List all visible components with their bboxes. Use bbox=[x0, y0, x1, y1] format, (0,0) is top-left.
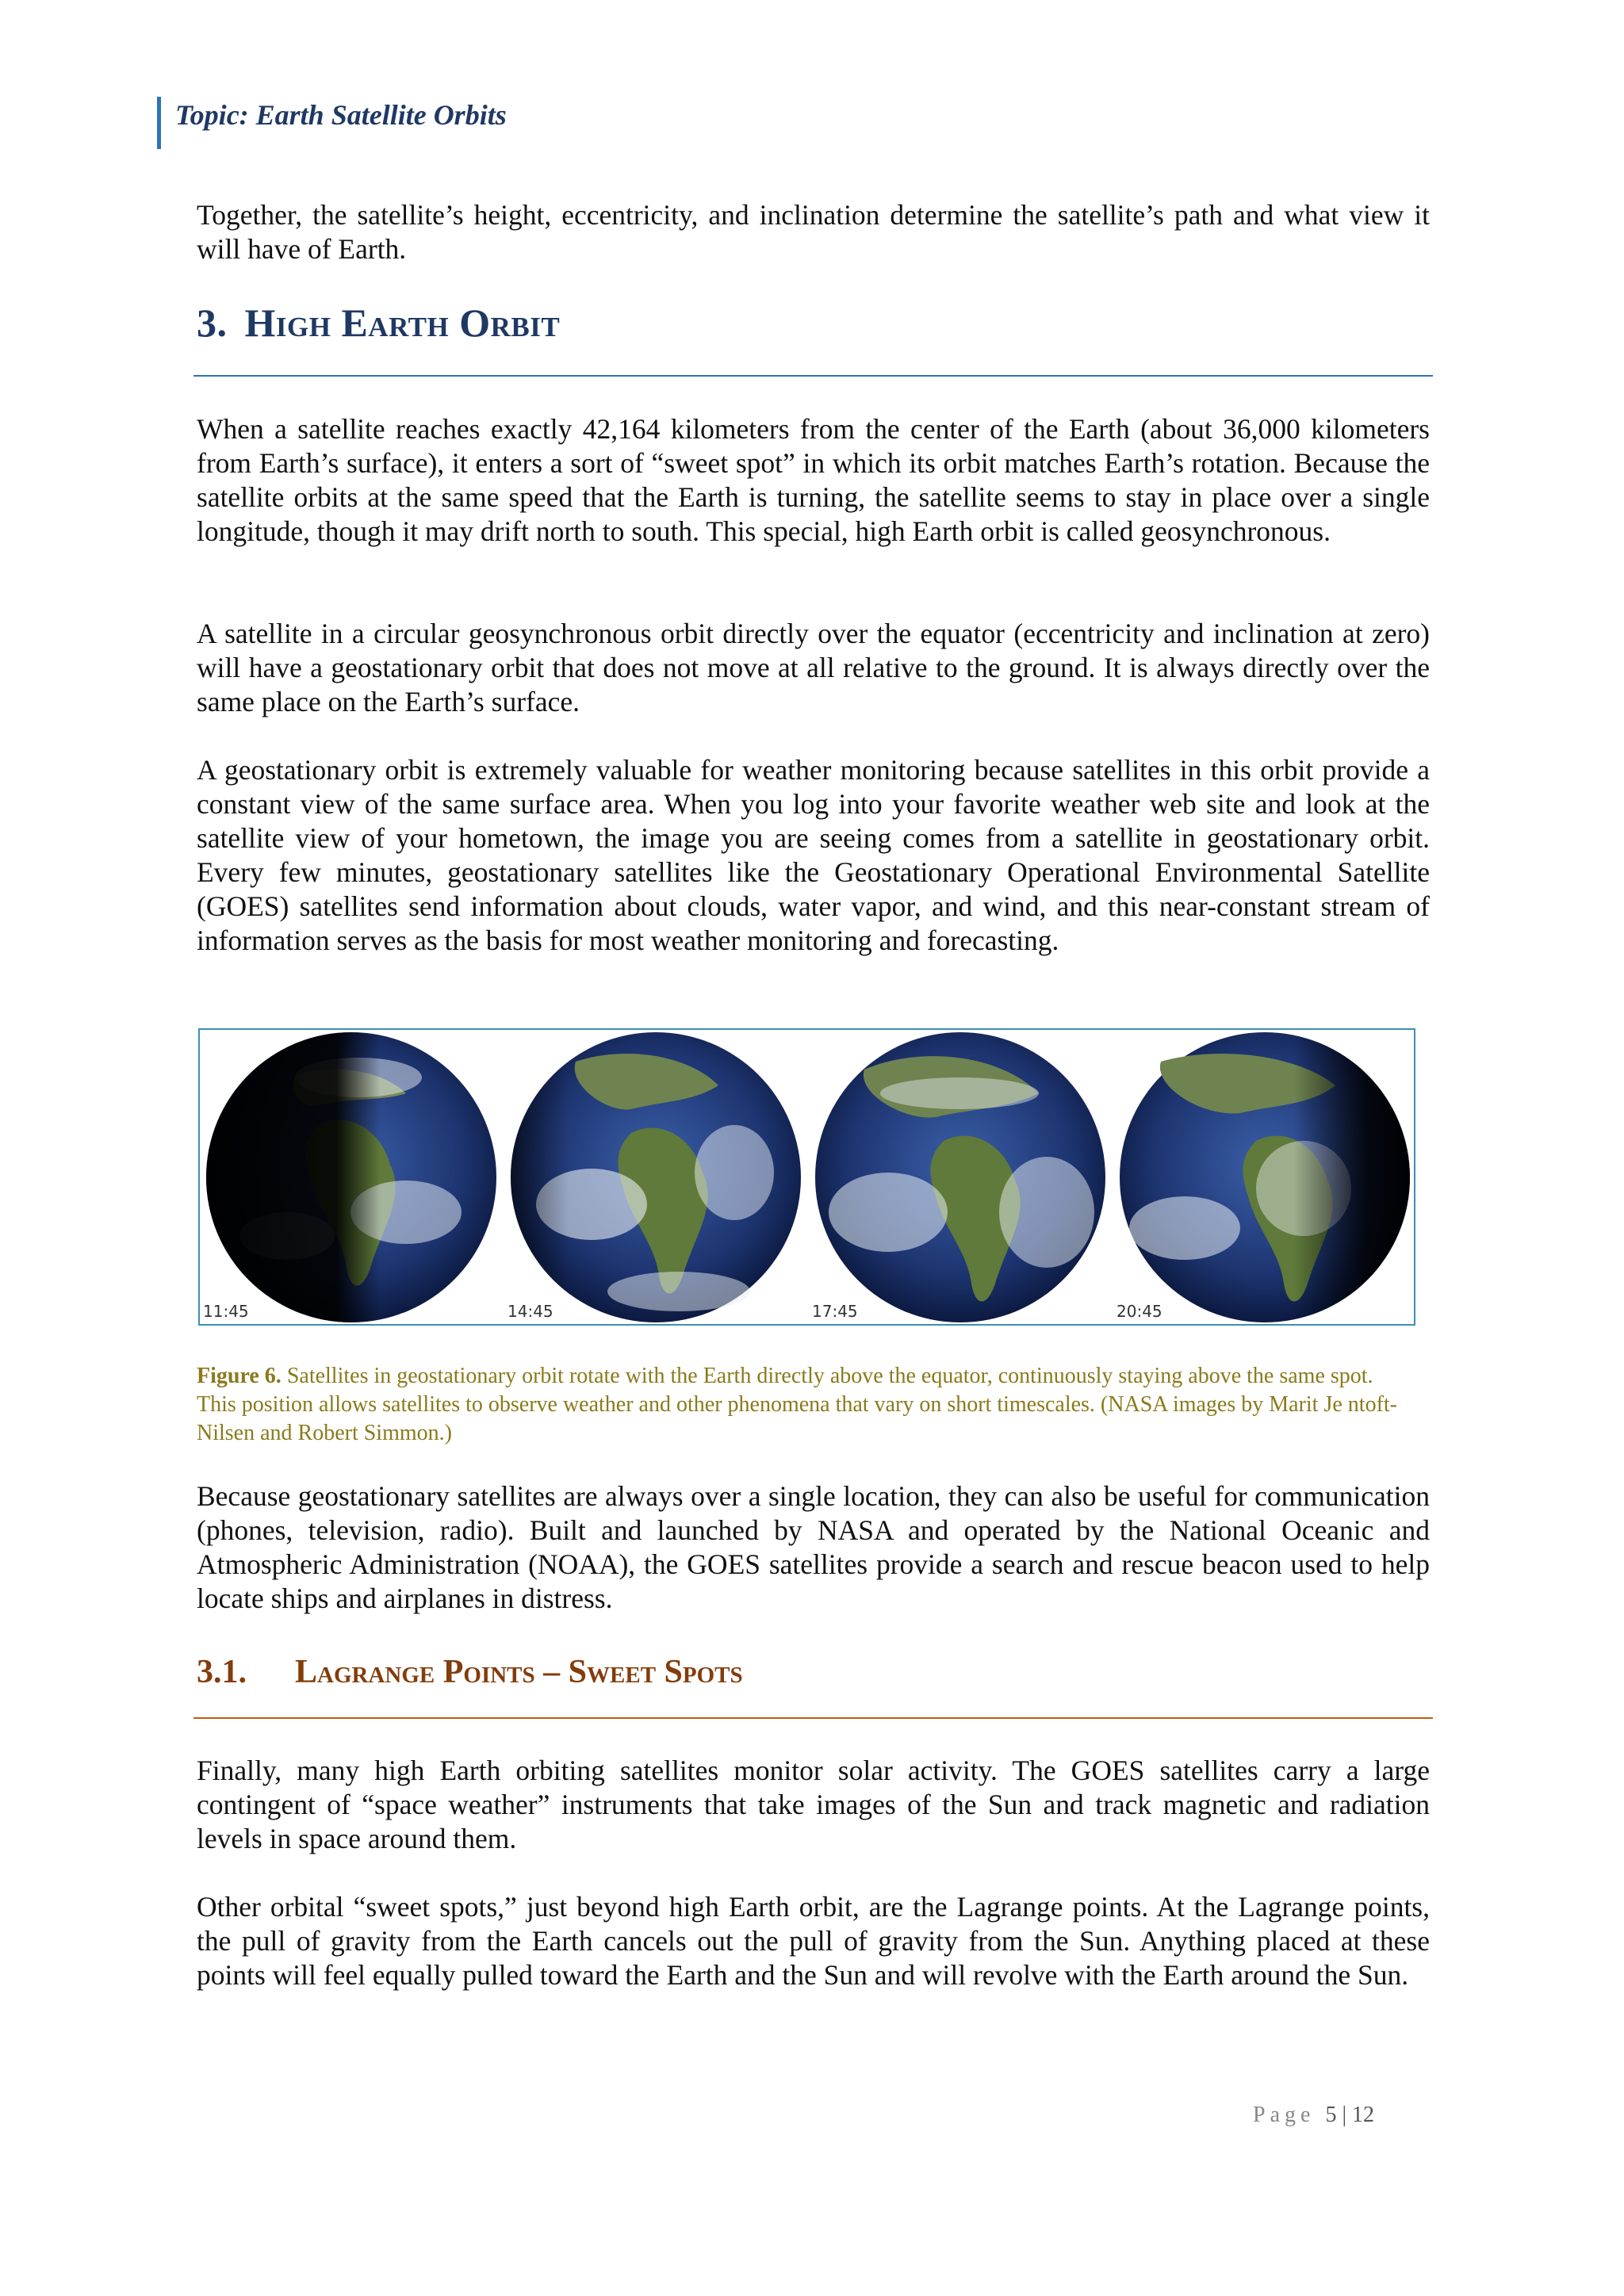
caption-label: Figure 6. bbox=[197, 1364, 282, 1388]
globe-panel-1 bbox=[200, 1030, 504, 1324]
after-figure-paragraph bbox=[197, 1479, 1430, 1616]
caption-text: Satellites in geostationary orbit rotate with the Earth directly above the equator, continuously staying above the same spot. This position allows satellites to observe weather and other phenomena that vary on short timescales. (NASA images by Marit Je ntoft-Nilsen and Robert Simmon.) bbox=[197, 1364, 1397, 1445]
section-heading-3 bbox=[197, 300, 560, 346]
paragraph: Finally, many high Earth orbiting satellites monitor solar activity. The GOES satellites carry a large contingent of “space weather” instruments that take images of the Sun and track magnetic and radiation levels in space around them. bbox=[197, 1755, 1430, 1854]
paragraph: A satellite in a circular geosynchronous orbit directly over the equator (eccentricity and inclination at zero) will have a geostationary orbit that does not move at all relative to the ground. It is always directly over the same place on the Earth’s surface. bbox=[197, 618, 1430, 718]
earth-rotation-figure bbox=[198, 1028, 1415, 1326]
earth-globe-image bbox=[504, 1030, 808, 1324]
section-3-paragraph-1 bbox=[197, 412, 1430, 549]
paragraph: Other orbital “sweet spots,” just beyond high Earth orbit, are the Lagrange points. At the Lagrange points, the pull of gravity from the Earth cancels out the pull of gravity from the Sun. Anything placed at these points will feel equally pulled toward the Earth and the Sun and will revolve with the Earth around the Sun. bbox=[197, 1891, 1430, 1991]
section-3-paragraph-3 bbox=[197, 753, 1430, 958]
earth-globe-image bbox=[1113, 1030, 1417, 1324]
time-label: 17:45 bbox=[812, 1302, 858, 1321]
paragraph: When a satellite reaches exactly 42,164 kilometers from the center of the Earth (about 36,000 kilometers from Earth’s surface), it enters a sort of “sweet spot” in which its orbit matches Earth’s rotation. Because the satellite orbits at the same speed that the Earth is turning, the satellite seems to stay in place over a single longitude, though it may drift north to south. This special, high Earth orbit is called geosynchronous. bbox=[197, 413, 1430, 547]
section-divider bbox=[193, 375, 1433, 377]
section-number: 3.1. bbox=[197, 1654, 247, 1690]
subsection-divider bbox=[193, 1717, 1433, 1719]
section-3-1-paragraph-1 bbox=[197, 1754, 1430, 1856]
header-topic: Topic: Earth Satellite Orbits bbox=[175, 99, 507, 131]
page-word: Page bbox=[1253, 2103, 1316, 2127]
intro-block bbox=[197, 198, 1430, 266]
page-number: 5 | 12 bbox=[1325, 2103, 1375, 2127]
section-3-1-paragraph-2 bbox=[197, 1890, 1430, 1992]
earth-globe-image bbox=[200, 1030, 504, 1324]
earth-globe-image bbox=[809, 1030, 1113, 1324]
header-accent-bar bbox=[157, 97, 161, 149]
intro-paragraph: Together, the satellite’s height, eccentricity, and inclination determine the satellite’s path and what view it will have of Earth. bbox=[197, 199, 1430, 265]
figure-caption bbox=[197, 1362, 1410, 1448]
time-label: 20:45 bbox=[1116, 1302, 1162, 1321]
page-footer bbox=[1253, 2103, 1374, 2128]
section-heading-3-1 bbox=[197, 1653, 743, 1691]
section-3-paragraph-2 bbox=[197, 617, 1430, 719]
section-title: Lagrange Points – Sweet Spots bbox=[295, 1654, 743, 1690]
globe-panel-3 bbox=[809, 1030, 1113, 1324]
globe-panel-4 bbox=[1113, 1030, 1417, 1324]
section-number: 3. bbox=[197, 300, 228, 345]
time-label: 11:45 bbox=[203, 1302, 249, 1321]
paragraph: A geostationary orbit is extremely valuable for weather monitoring because satellites in this orbit provide a constant view of the same surface area. When you log into your favorite weather web site and look at the satellite view of your hometown, the image you are seeing comes from a satellite in geostationary orbit. Every few minutes, geostationary satellites like the Geostationary Operational Environmental Satellite (GOES) satellites send information about clouds, water vapor, and wind, and this near-constant stream of information serves as the basis for most weather monitoring and forecasting. bbox=[197, 754, 1430, 956]
paragraph: Because geostationary satellites are always over a single location, they can also be useful for communication (phones, television, radio). Built and launched by NASA and operated by the National Oceanic and Atmospheric Administration (NOAA), the GOES satellites provide a search and rescue beacon used to help locate ships and airplanes in distress. bbox=[197, 1480, 1430, 1614]
time-label: 14:45 bbox=[508, 1302, 553, 1321]
globe-panel-2 bbox=[504, 1030, 808, 1324]
section-title: High Earth Orbit bbox=[244, 300, 561, 345]
